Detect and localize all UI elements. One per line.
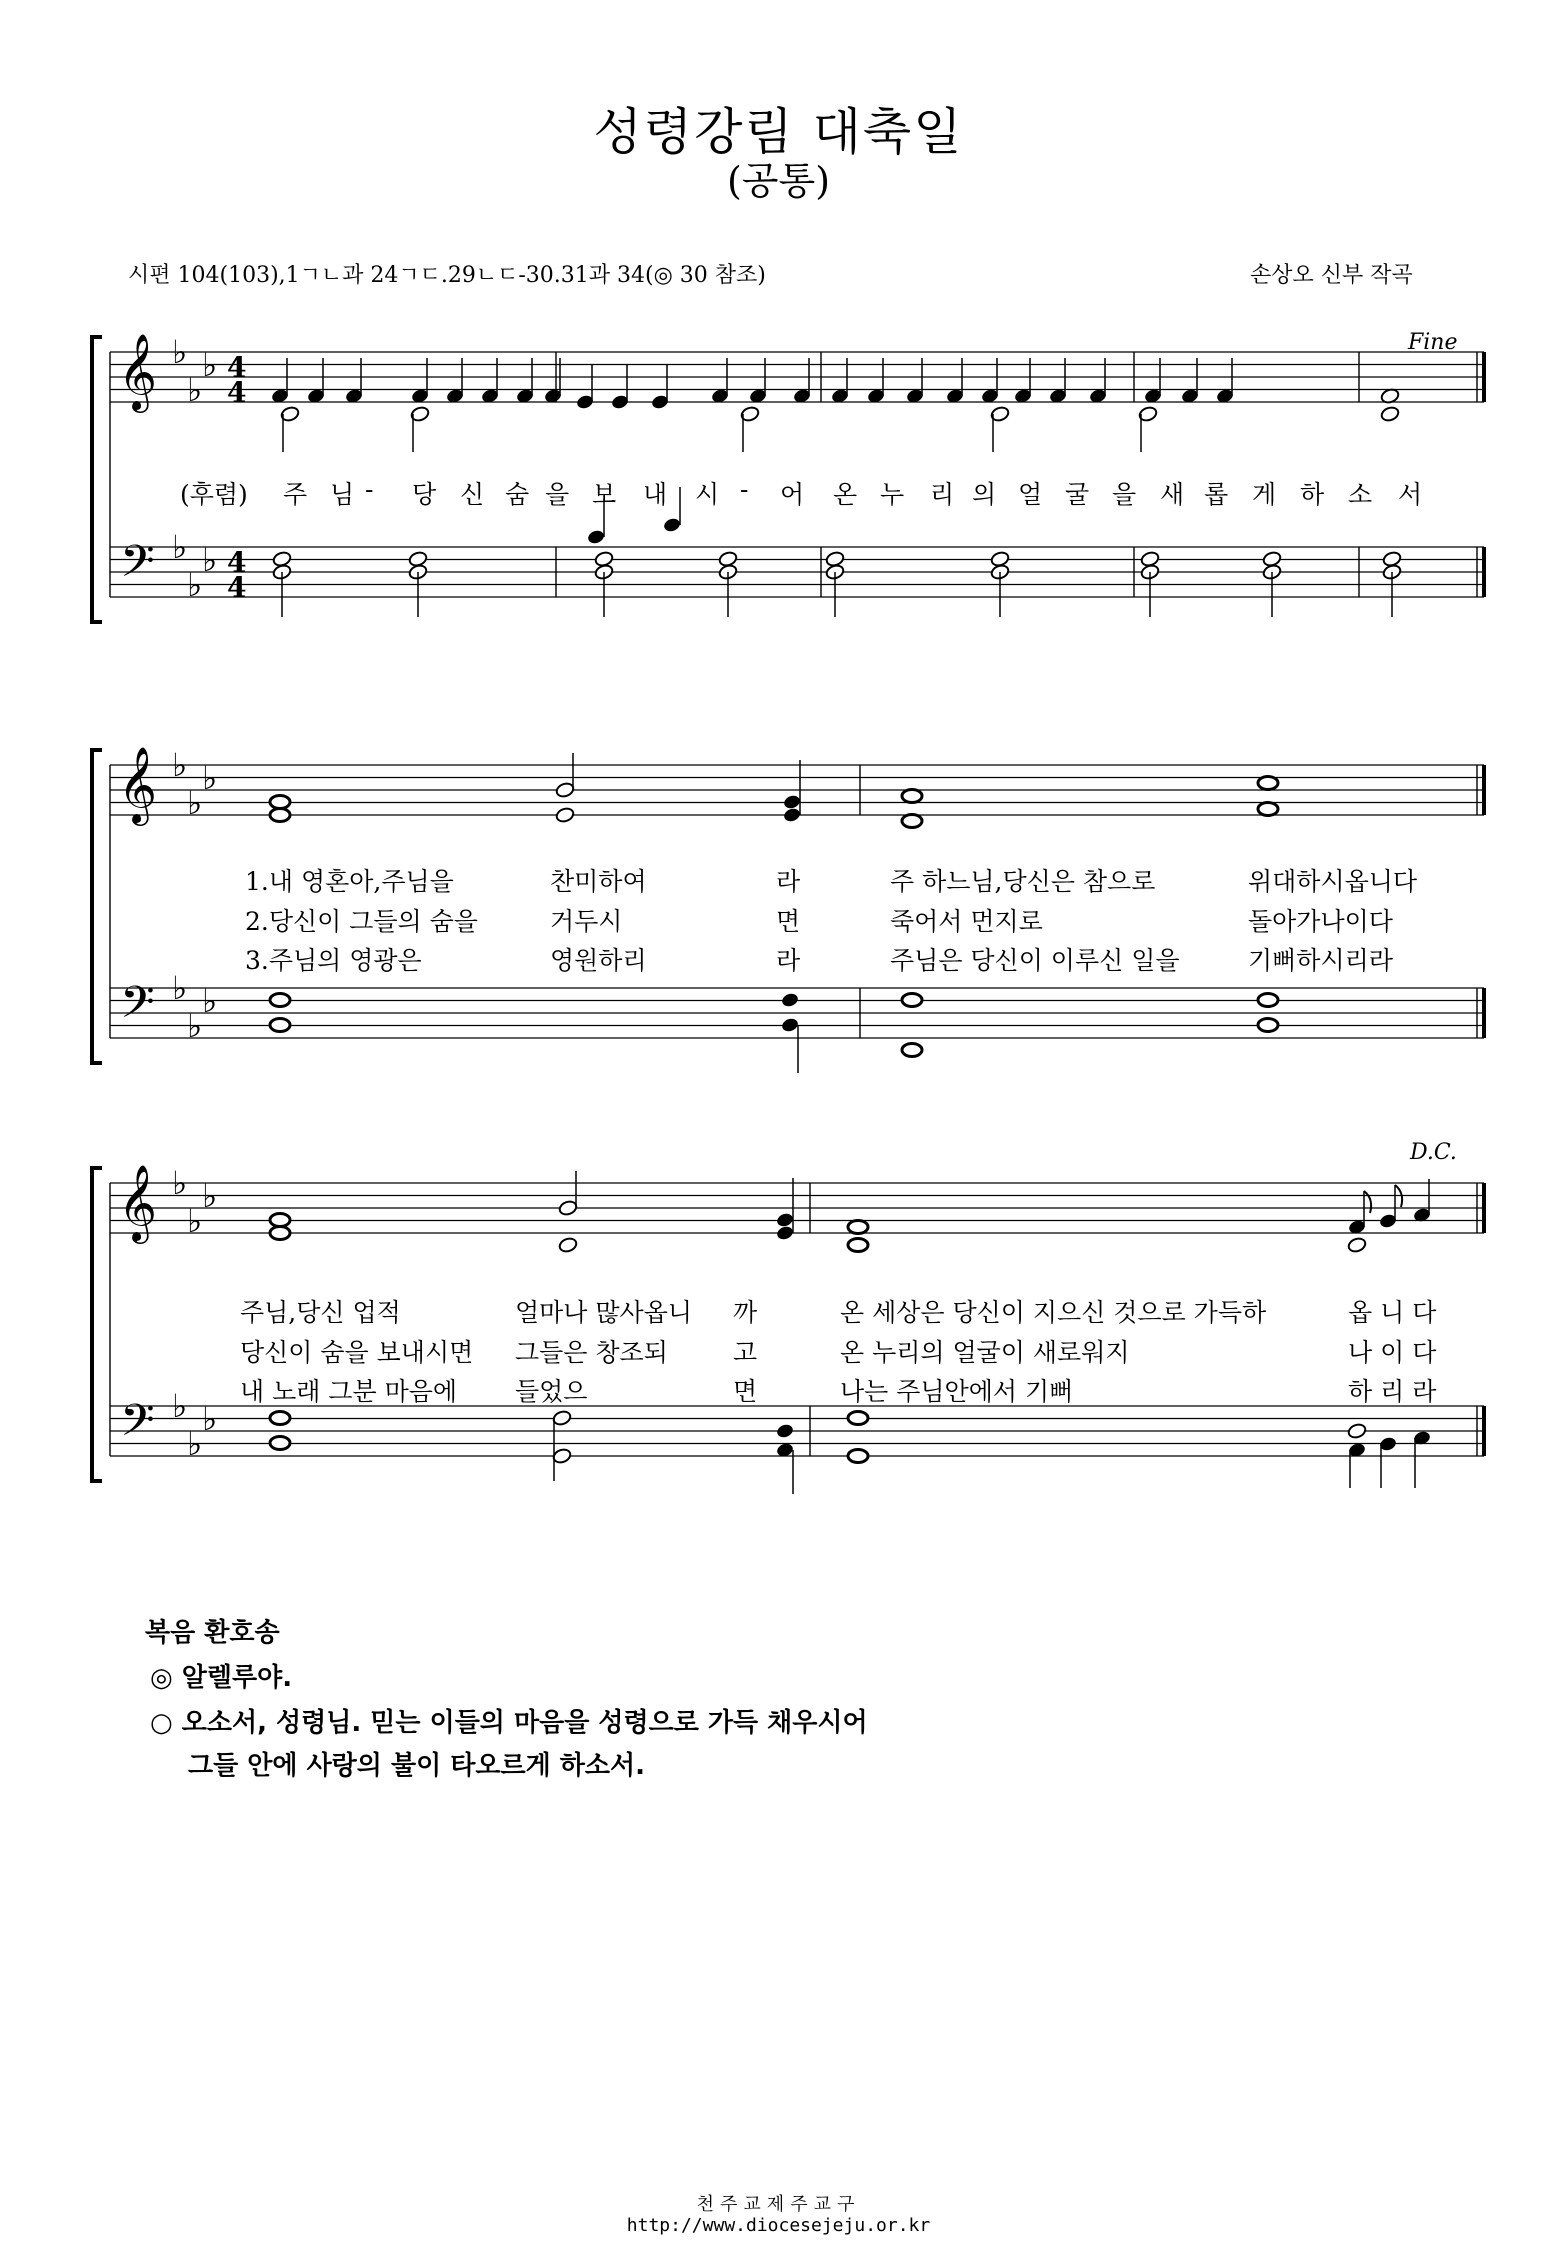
notehead	[270, 1227, 290, 1240]
notehead	[902, 1044, 922, 1057]
verse-lyric: 하 리 라	[1348, 1377, 1437, 1406]
verse-lyric: 당신이 숨을 보내시면	[240, 1338, 474, 1367]
treble-clef: 𝄞	[118, 1164, 158, 1241]
notehead	[270, 1019, 290, 1032]
refrain-syllable: 신	[460, 480, 485, 509]
verse-lyric: 주님은 당신이 이루신 일을	[890, 946, 1180, 975]
flat-sign: ♭	[202, 346, 218, 384]
refrain-syllable: 누	[880, 480, 905, 509]
notehead	[662, 517, 681, 534]
notehead	[555, 806, 575, 823]
flat-sign: ♭	[187, 784, 203, 822]
notehead	[1258, 803, 1278, 816]
treble-clef: 𝄞	[118, 746, 158, 823]
system-bracket	[92, 1168, 102, 1481]
refrain-syllable: 하	[1300, 480, 1325, 509]
notehead	[270, 1214, 290, 1227]
verse-lyric: 면	[776, 907, 801, 936]
notehead	[902, 790, 922, 803]
system-bracket	[92, 750, 102, 1063]
refrain-syllable: 온	[833, 480, 858, 509]
verse-lyric: 온 누리의 얼굴이 새로워지	[840, 1338, 1130, 1367]
gospel-verse-line-1: ○ 오소서, 성령님. 믿는 이들의 마음을 성령으로 가득 채우시어	[150, 1708, 868, 1738]
verse-lyric: 면	[733, 1377, 758, 1406]
bass-clef: 𝄢	[120, 1394, 155, 1457]
verse-lyric: 라	[776, 946, 801, 975]
refrain-syllable: 리	[930, 480, 955, 509]
page-title: 성령강림 대축일	[593, 103, 964, 161]
refrain-syllable: 당	[412, 480, 437, 509]
verse-lyric: 주님,당신 업적	[240, 1298, 401, 1327]
fine-marking: Fine	[1408, 330, 1458, 355]
verse-lyric: 들었으	[515, 1377, 588, 1406]
refrain-syllable: 을	[545, 480, 570, 509]
notehead	[552, 1447, 572, 1464]
verse-lyric: 2.당신이 그들의 숨을	[245, 907, 478, 936]
notehead	[270, 994, 290, 1007]
notehead	[775, 1423, 794, 1440]
notehead	[555, 781, 575, 798]
refrain-syllable: 을	[1112, 480, 1137, 509]
notehead	[848, 1412, 868, 1425]
notehead	[775, 1225, 794, 1242]
notehead	[552, 1409, 572, 1426]
verse-lyric: 3.주님의 영광은	[245, 946, 422, 975]
notehead	[848, 1221, 868, 1234]
notehead	[558, 1199, 578, 1216]
notehead	[270, 1412, 290, 1425]
flat-sign: ♭	[172, 969, 188, 1007]
notehead	[1258, 994, 1278, 1007]
notehead	[1380, 405, 1400, 422]
flat-sign: ♭	[202, 759, 218, 797]
verse-lyric: 돌아가나이다	[1248, 907, 1393, 936]
notehead	[848, 1239, 868, 1252]
flat-sign: ♭	[187, 1425, 203, 1463]
notehead	[780, 1017, 799, 1034]
note-flag	[1364, 1191, 1371, 1213]
verse-lyric: 온 세상은 당신이 지으신 것으로 가득하	[840, 1298, 1267, 1327]
refrain-syllable: 롭	[1204, 480, 1229, 509]
flat-sign: ♭	[202, 1400, 218, 1438]
verse-lyric: 옵 니 다	[1348, 1298, 1437, 1327]
flat-sign: ♭	[172, 746, 188, 784]
system-bracket	[92, 337, 102, 622]
refrain-syllable: 새	[1160, 480, 1185, 509]
refrain-syllable: 시	[695, 480, 720, 509]
flat-sign: ♭	[202, 541, 218, 579]
notehead	[780, 992, 799, 1009]
refrain-syllable: 숨	[505, 480, 530, 509]
notehead	[270, 1437, 290, 1450]
verse-lyric: 나 이 다	[1348, 1338, 1437, 1367]
refrain-syllable: (후렴)	[180, 480, 248, 509]
notehead	[775, 1212, 794, 1229]
refrain-syllable: 어	[780, 480, 805, 509]
notehead	[270, 796, 290, 809]
verse-lyric: 거두시	[550, 907, 623, 936]
flat-sign: ♭	[187, 566, 203, 604]
refrain-syllable: 굴	[1065, 480, 1090, 509]
verse-lyric: 위대하시옵니다	[1248, 867, 1418, 896]
verse-lyric: 영원하리	[550, 946, 647, 975]
verse-lyric: 까	[733, 1298, 758, 1327]
notehead	[586, 529, 605, 546]
verse-lyric: 찬미하여	[550, 867, 647, 896]
refrain-syllable: 서	[1398, 480, 1423, 509]
notehead	[1347, 1236, 1367, 1253]
flat-sign: ♭	[187, 371, 203, 409]
flat-sign: ♭	[172, 333, 188, 371]
time-signature: 4	[227, 351, 247, 384]
verse-lyric: 내 노래 그분 마음에	[240, 1377, 458, 1406]
refrain-syllable: 의	[972, 480, 997, 509]
treble-clef: 𝄞	[118, 333, 158, 410]
notehead	[1347, 1422, 1367, 1439]
flat-sign: ♭	[172, 528, 188, 566]
refrain-syllable: 게	[1252, 480, 1277, 509]
refrain-syllable: 님	[330, 480, 355, 509]
time-signature: 4	[227, 376, 247, 409]
notehead	[848, 1450, 868, 1463]
flat-sign: ♭	[202, 1177, 218, 1215]
dc-marking: D.C.	[1410, 1140, 1457, 1165]
gospel-heading: 복음 환호송	[145, 1618, 280, 1648]
flat-sign: ♭	[187, 1202, 203, 1240]
flat-sign: ♭	[202, 982, 218, 1020]
notehead	[1258, 1019, 1278, 1032]
psalm-reference: 시편 104(103),1ㄱㄴ과 24ㄱㄷ.29ㄴㄷ-30.31과 34(◎ 30 참조)	[128, 263, 766, 288]
refrain-syllable: 내	[643, 480, 668, 509]
verse-lyric: 고	[733, 1338, 758, 1367]
flat-sign: ♭	[172, 1164, 188, 1202]
verse-lyric: 그들은 창조되	[515, 1338, 668, 1367]
notehead	[902, 994, 922, 1007]
refrain-syllable: 얼	[1018, 480, 1043, 509]
verse-lyric: 얼마나 많사옵니	[515, 1298, 692, 1327]
verse-lyric: 죽어서 먼지로	[890, 907, 1043, 936]
verse-lyric: 기뻐하시리라	[1248, 946, 1393, 975]
verse-lyric: 주 하느님,당신은 참으로	[890, 867, 1156, 896]
refrain-syllable: -	[740, 475, 749, 504]
verse-lyric: 라	[776, 867, 801, 896]
footer-organization: 천주교제주교구	[696, 2194, 861, 2215]
refrain-syllable: 보	[592, 480, 617, 509]
verse-lyric: 1.내 영혼아,주님을	[245, 867, 454, 896]
time-signature: 4	[227, 546, 247, 579]
refrain-syllable: 주	[283, 480, 308, 509]
notehead	[270, 809, 290, 822]
bass-clef: 𝄢	[120, 535, 155, 598]
notehead	[782, 807, 801, 824]
verse-lyric: 나는 주님안에서 기뻐	[840, 1377, 1074, 1406]
page-subtitle: (공통)	[726, 159, 831, 203]
bass-clef: 𝄢	[120, 976, 155, 1039]
notehead	[902, 815, 922, 828]
refrain-syllable: -	[365, 475, 374, 504]
refrain-syllable: 소	[1348, 480, 1373, 509]
composer-credit: 손상오 신부 작곡	[1250, 263, 1413, 288]
footer-url: http://www.diocesejeju.or.kr	[626, 2215, 931, 2236]
gospel-alleluia: ◎ 알렐루야.	[150, 1663, 293, 1693]
notehead	[558, 1236, 578, 1253]
notehead	[1258, 777, 1278, 790]
time-signature: 4	[227, 571, 247, 604]
flat-sign: ♭	[172, 1387, 188, 1425]
flat-sign: ♭	[187, 1007, 203, 1045]
gospel-verse-line-2: 그들 안에 사랑의 불이 타오르게 하소서.	[188, 1751, 645, 1781]
notehead	[782, 794, 801, 811]
